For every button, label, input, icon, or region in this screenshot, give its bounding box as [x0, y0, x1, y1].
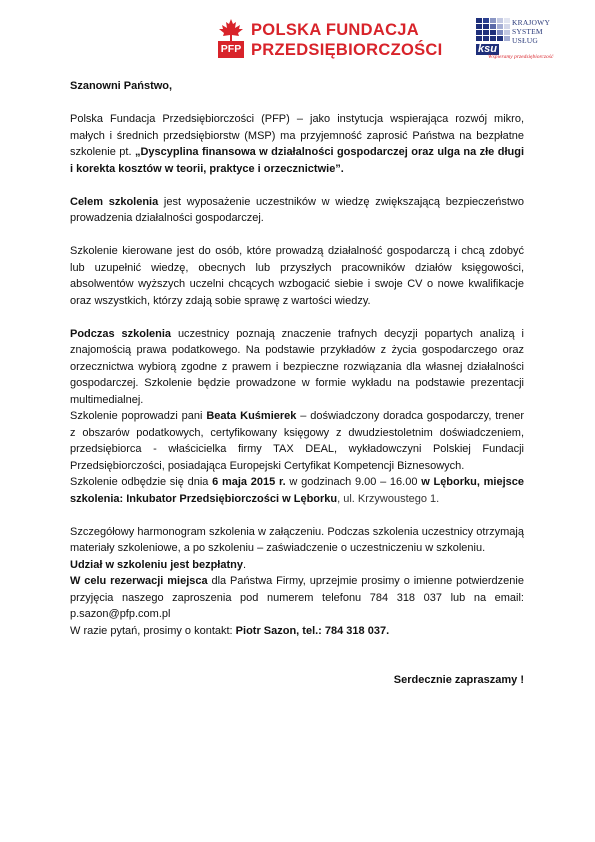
- paragraph-trainer: Szkolenie poprowadzi pani Beata Kuśmierek – doświadczony doradca gospodarczy, trener z obszarów podatkowych, certyfikowany księgowy z dwudziestoletnim doświadczeniem, przedsiębiorca - właścicielka firmy TAX DEAL, wykładowczyni Polskiej Fundacji Przedsiębiorczości, posiadająca Europejski Certyfikat Kompetencji Biznesowych.: [70, 410, 524, 472]
- ksu-line1: KRAJOWY: [512, 18, 551, 27]
- closing: Serdecznie zapraszamy !: [393, 674, 524, 686]
- maple-leaf-icon: [218, 19, 244, 61]
- paragraph-during: Podczas szkolenia uczestnicy poznają znaczenie trafnych decyzji popartych analizą i znajomością prawa podatkowego. Na podstawie przykładów z życia gospodarczego oraz orzecznictwa wybiorą zgodne z prawem i bezpieczne rozwiązania dla własnej działalności gospodarczej. Szkolenie będzie prowadzone w formie wykładu na podstawie prezentacji multimedialnej.: [70, 327, 524, 406]
- ksu-line3: USŁUG: [512, 36, 539, 45]
- pfp-name-line2: PRZEDSIĘBIORCZOŚCI: [251, 41, 443, 59]
- ksu-grid-icon: [476, 18, 510, 44]
- pfp-logo: [218, 18, 443, 62]
- paragraph-reservation: W celu rezerwacji miejsca dla Państwa Firmy, uprzejmie prosimy o imienne potwierdzenie przyjęcia naszego zaproszenia pod numerem telefonu 784 318 037 lub na email: p.sazon@pfp.com.pl: [70, 575, 524, 620]
- paragraph-audience: Szkolenie kierowane jest do osób, które prowadzą działalność gospodarczą i chcą zdobyć lub uzupełnić wiedzę, obecnych lub przyszłych pracowników działów księgowości, absolwentów wyższych uczelni chcących wzbogacić siebie i swoje CV o nowe kwalifikacje oraz wszystkich, którzy zdają sobie sprawę z wartości wiedzy.: [70, 245, 524, 307]
- paragraph-free: Udział w szkoleniu jest bezpłatny.: [70, 558, 247, 571]
- paragraph-schedule: Szczegółowy harmonogram szkolenia w załączeniu. Podczas szkolenia uczestnicy otrzymają materiały szkoleniowe, a po szkoleniu – zaświadczenie o uczestniczeniu w szkoleniu.: [70, 525, 524, 554]
- ksu-wordmark: ksu: [478, 43, 497, 55]
- salutation: Szanowni Państwo,: [70, 80, 173, 92]
- paragraph-contact: W razie pytań, prosimy o kontakt: Piotr Sazon, tel.: 784 318 037.: [70, 624, 390, 637]
- pfp-name-line1: POLSKA FUNDACJA: [251, 21, 419, 39]
- paragraph-intro: Polska Fundacja Przedsiębiorczości (PFP) – jako instytucja wspierająca rozwój mikro, małych i średnich przedsiębiorstw (MSP) ma przyjemność zaprosić Państwa na bezpłatne szkolenie pt. „Dyscyplina finansowa w działalności gospodarczej oraz ulga na złe długi i korekta kosztów w teorii, praktyce i orzecznictwie”.: [70, 113, 525, 175]
- paragraph-goal: Celem szkolenia jest wyposażenie uczestników w wiedzę zwiększającą bezpieczeństwo prowadzenia działalności gospodarczej.: [70, 195, 524, 224]
- paragraph-date: Szkolenie odbędzie się dnia 6 maja 2015 r. w godzinach 9.00 – 16.00 w Lęborku, miejsce szkolenia: Inkubator Przedsiębiorczości w Lęborku, ul. Krzywoustego 1.: [70, 476, 525, 505]
- ksu-tagline: Wspieramy przedsiębiorczość: [488, 54, 554, 60]
- ksu-line2: SYSTEM: [512, 27, 543, 36]
- pfp-badge: PFP: [218, 41, 244, 58]
- letter-body: [70, 78, 524, 689]
- ksu-logo: [476, 18, 566, 64]
